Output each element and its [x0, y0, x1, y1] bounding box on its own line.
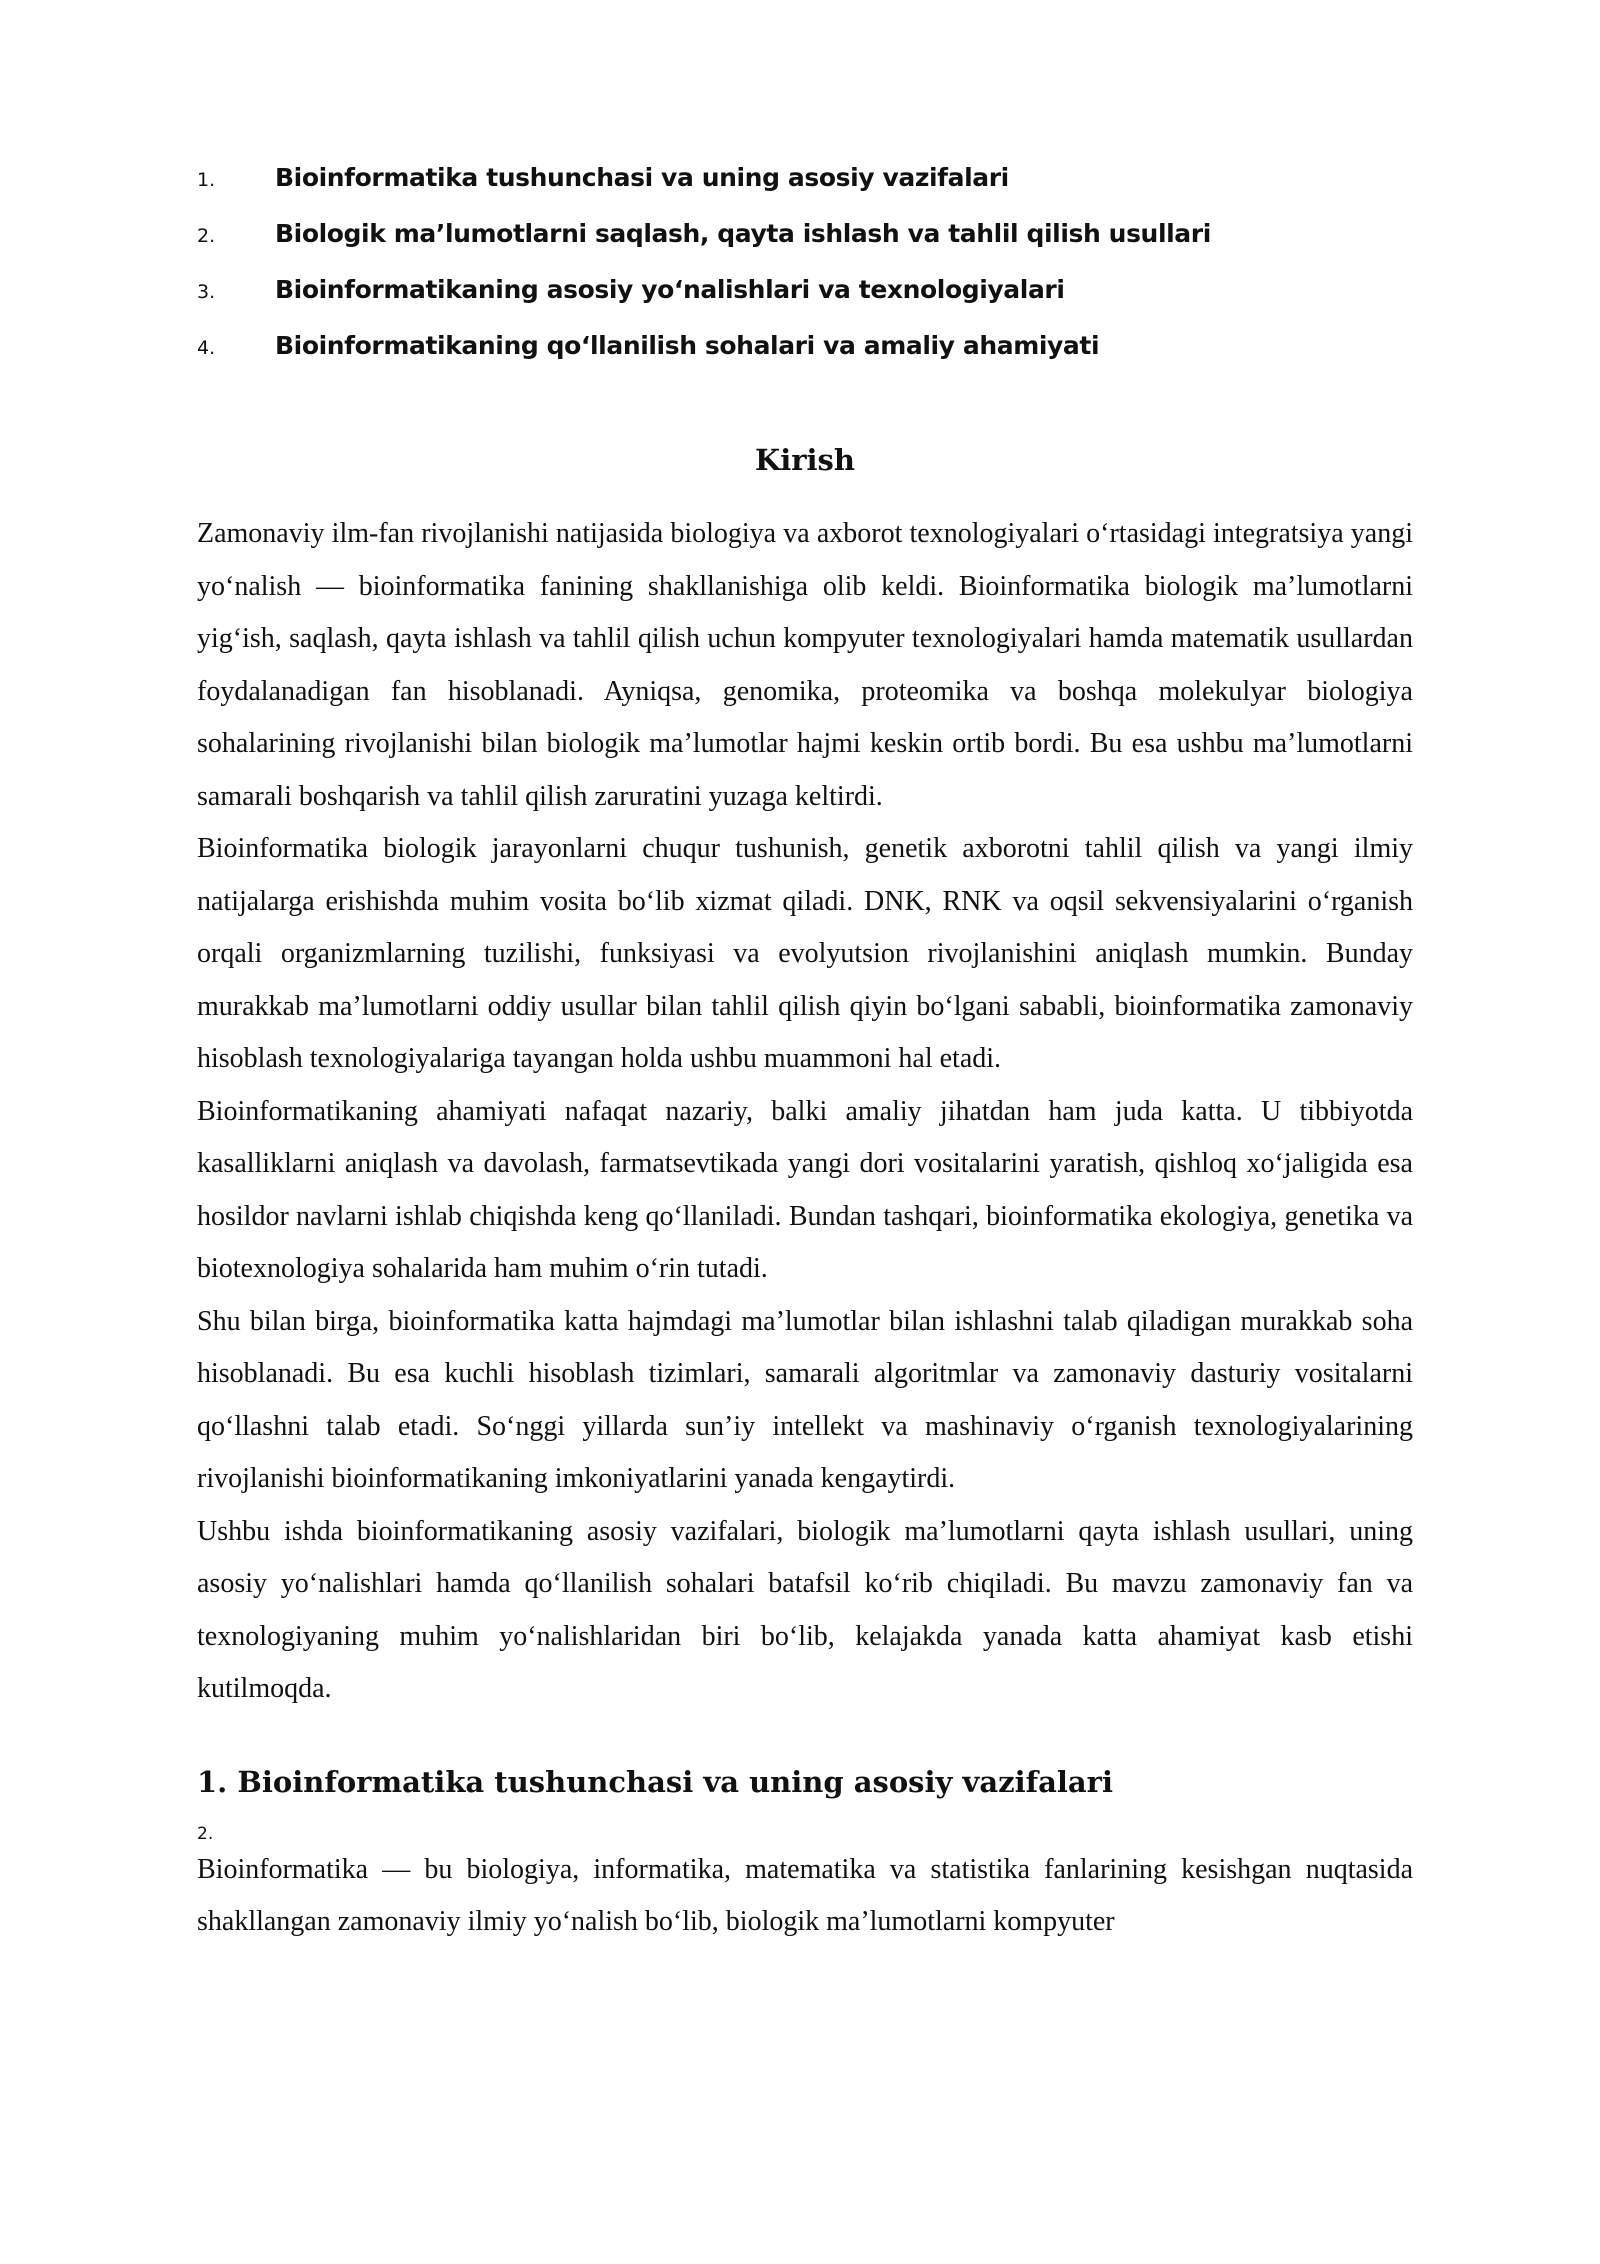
toc-item-text: Bioinformatikaning qo‘llanilish sohalari va amaliy ahamiyati: [275, 331, 1100, 360]
intro-paragraph: Bioinformatika biologik jarayonlarni chuqur tushunish, genetik axborotni tahlil qilish va yangi ilmiy natijalarga erishishda muhim vosita bo‘lib xizmat qiladi. DNK, RNK va oqsil sekvensiyalarini o‘rganish orqali organizmlarning tuzilishi, funksiyasi va evolyutsion rivojlanishini aniqlash mumkin. Bunday murakkab ma’lumotlarni oddiy usullar bilan tahlil qilish qiyin bo‘lgani sababli, bioinformatika zamonaviy hisoblash texnologiyalariga tayangan holda ushbu muammoni hal etadi.: [197, 833, 1413, 1074]
table-of-contents: [197, 150, 1413, 374]
intro-heading: Kirish: [755, 443, 855, 477]
toc-item: [197, 150, 1413, 206]
intro-paragraph: Bioinformatikaning ahamiyati nafaqat nazariy, balki amaliy jihatdan ham juda katta. U tibbiyotda kasalliklarni aniqlash va davolash, farmatsevtikada yangi dori vositalarini yaratish, qishloq xo‘jaligida esa hosildor navlarni ishlab chiqishda keng qo‘llaniladi. Bundan tashqari, bioinformatika ekologiya, genetika va biotexnologiya sohalarida ham muhim o‘rin tutadi.: [197, 1095, 1413, 1284]
toc-item-number: 3.: [197, 281, 216, 303]
intro-paragraph: Shu bilan birga, bioinformatika katta hajmdagi ma’lumotlar bilan ishlashni talab qiladigan murakkab soha hisoblanadi. Bu esa kuchli hisoblash tizimlari, samarali algoritmlar va zamonaviy dasturiy vositalarni qo‘llashni talab etadi. So‘nggi yillarda sun’iy intellekt va mashinaviy o‘rganish texnologiyalarining rivojlanishi bioinformatikaning imkoniyatlarini yanada kengaytirdi.: [197, 1305, 1413, 1494]
section-paragraph: Bioinformatika — bu biologiya, informatika, matematika va statistika fanlarining kesishgan nuqtasida shakllangan zamonaviy ilmiy yo‘nalish bo‘lib, biologik ma’lumotlarni kompyuter: [197, 1853, 1413, 1937]
toc-item-text: Bioinformatika tushunchasi va uning asosiy vazifalari: [275, 163, 1009, 192]
toc-item-text: Biologik ma’lumotlarni saqlash, qayta ishlash va tahlil qilish usullari: [275, 219, 1211, 248]
toc-item-number: 2.: [197, 225, 216, 247]
document-page: [197, 150, 1413, 1949]
section-heading: 1. Bioinformatika tushunchasi va uning asosiy vazifalari: [197, 1764, 1113, 1799]
toc-item-number: 1.: [197, 169, 216, 191]
toc-item-text: Bioinformatikaning asosiy yo‘nalishlari va texnologiyalari: [275, 275, 1065, 304]
toc-item: [197, 262, 1413, 318]
list-marker: 2.: [197, 1823, 214, 1844]
intro-paragraph: Ushbu ishda bioinformatikaning asosiy vazifalari, biologik ma’lumotlarni qayta ishlash usullari, uning asosiy yo‘nalishlari hamda qo‘llanilish sohalari batafsil ko‘rib chiqiladi. Bu mavzu zamonaviy fan va texnologiyaning muhim yo‘nalishlaridan biri bo‘lib, kelajakda yanada katta ahamiyat kasb etishi kutilmoqda.: [197, 1515, 1413, 1704]
intro-paragraph: Zamonaviy ilm-fan rivojlanishi natijasida biologiya va axborot texnologiyalari o‘rtasidagi integratsiya yangi yo‘nalish — bioinformatika fanining shakllanishiga olib keldi. Bioinformatika biologik ma’lumotlarni yig‘ish, saqlash, qayta ishlash va tahlil qilish uchun kompyuter texnologiyalari hamda matematik usullardan foydalanadigan fan hisoblanadi. Ayniqsa, genomika, proteomika va boshqa molekulyar biologiya sohalarining rivojlanishi bilan biologik ma’lumotlar hajmi keskin ortib bordi. Bu esa ushbu ma’lumotlarni samarali boshqarish va tahlil qilish zaruratini yuzaga keltirdi.: [197, 518, 1413, 812]
toc-item: [197, 206, 1413, 262]
toc-item: [197, 318, 1413, 374]
toc-item-number: 4.: [197, 337, 216, 359]
